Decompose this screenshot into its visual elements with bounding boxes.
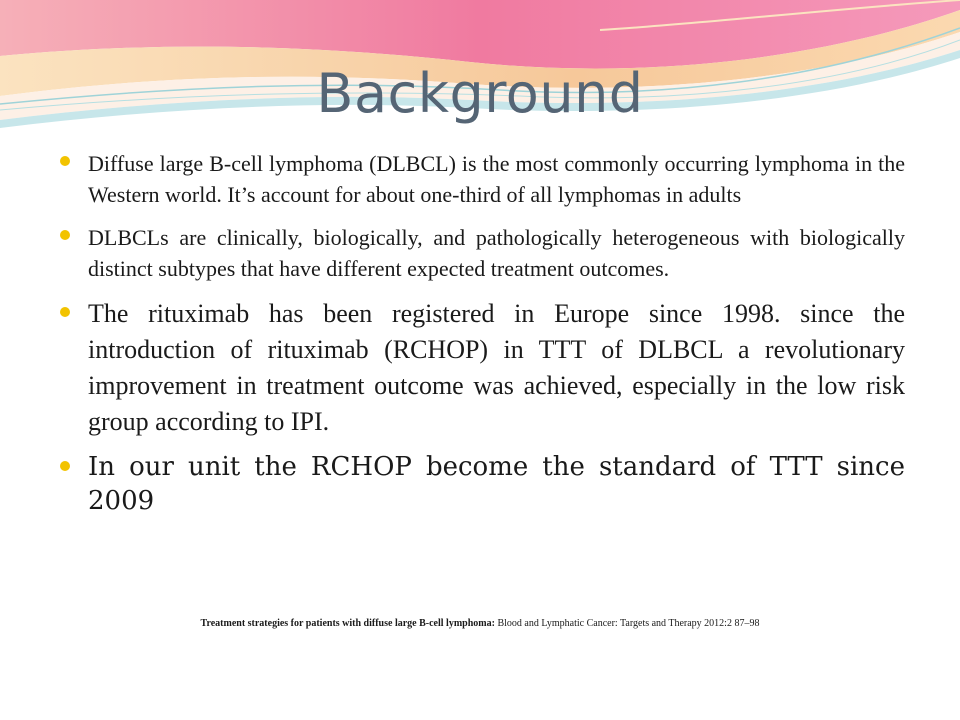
citation-title: Treatment strategies for patients with diffuse large B-cell lymphoma: [200, 618, 495, 629]
bullet-item [60, 450, 905, 518]
bullet-icon [60, 461, 70, 471]
bullet-item [60, 148, 905, 210]
bullet-list [60, 148, 905, 518]
citation-source: Blood and Lymphatic Cancer: Targets and Therapy 2012:2 87–98 [494, 618, 760, 629]
bullet-icon [60, 307, 70, 317]
bullet-item [60, 296, 905, 440]
bullet-text: Diffuse large B-cell lymphoma (DLBCL) is the most commonly occurring lymphoma in the Western world. It’s account for about one-third of all lymphomas in adults [88, 151, 905, 207]
bullet-icon [60, 230, 70, 240]
bullet-text: In our unit the RCHOP become the standard of TTT since 2009 [88, 452, 905, 516]
bullet-text: The rituximab has been registered in Europe since 1998. since the introduction of rituximab (RCHOP) in TTT of DLBCL a revolutionary improvement in treatment outcome was achieved, especially in the low risk group according to IPI. [88, 299, 905, 436]
bullet-text: DLBCLs are clinically, biologically, and pathologically heterogeneous with biologically distinct subtypes that have different expected treatment outcomes. [88, 225, 905, 281]
citation [0, 618, 960, 629]
slide-title: Background [316, 62, 644, 125]
bullet-item [60, 222, 905, 284]
bullet-icon [60, 156, 70, 166]
